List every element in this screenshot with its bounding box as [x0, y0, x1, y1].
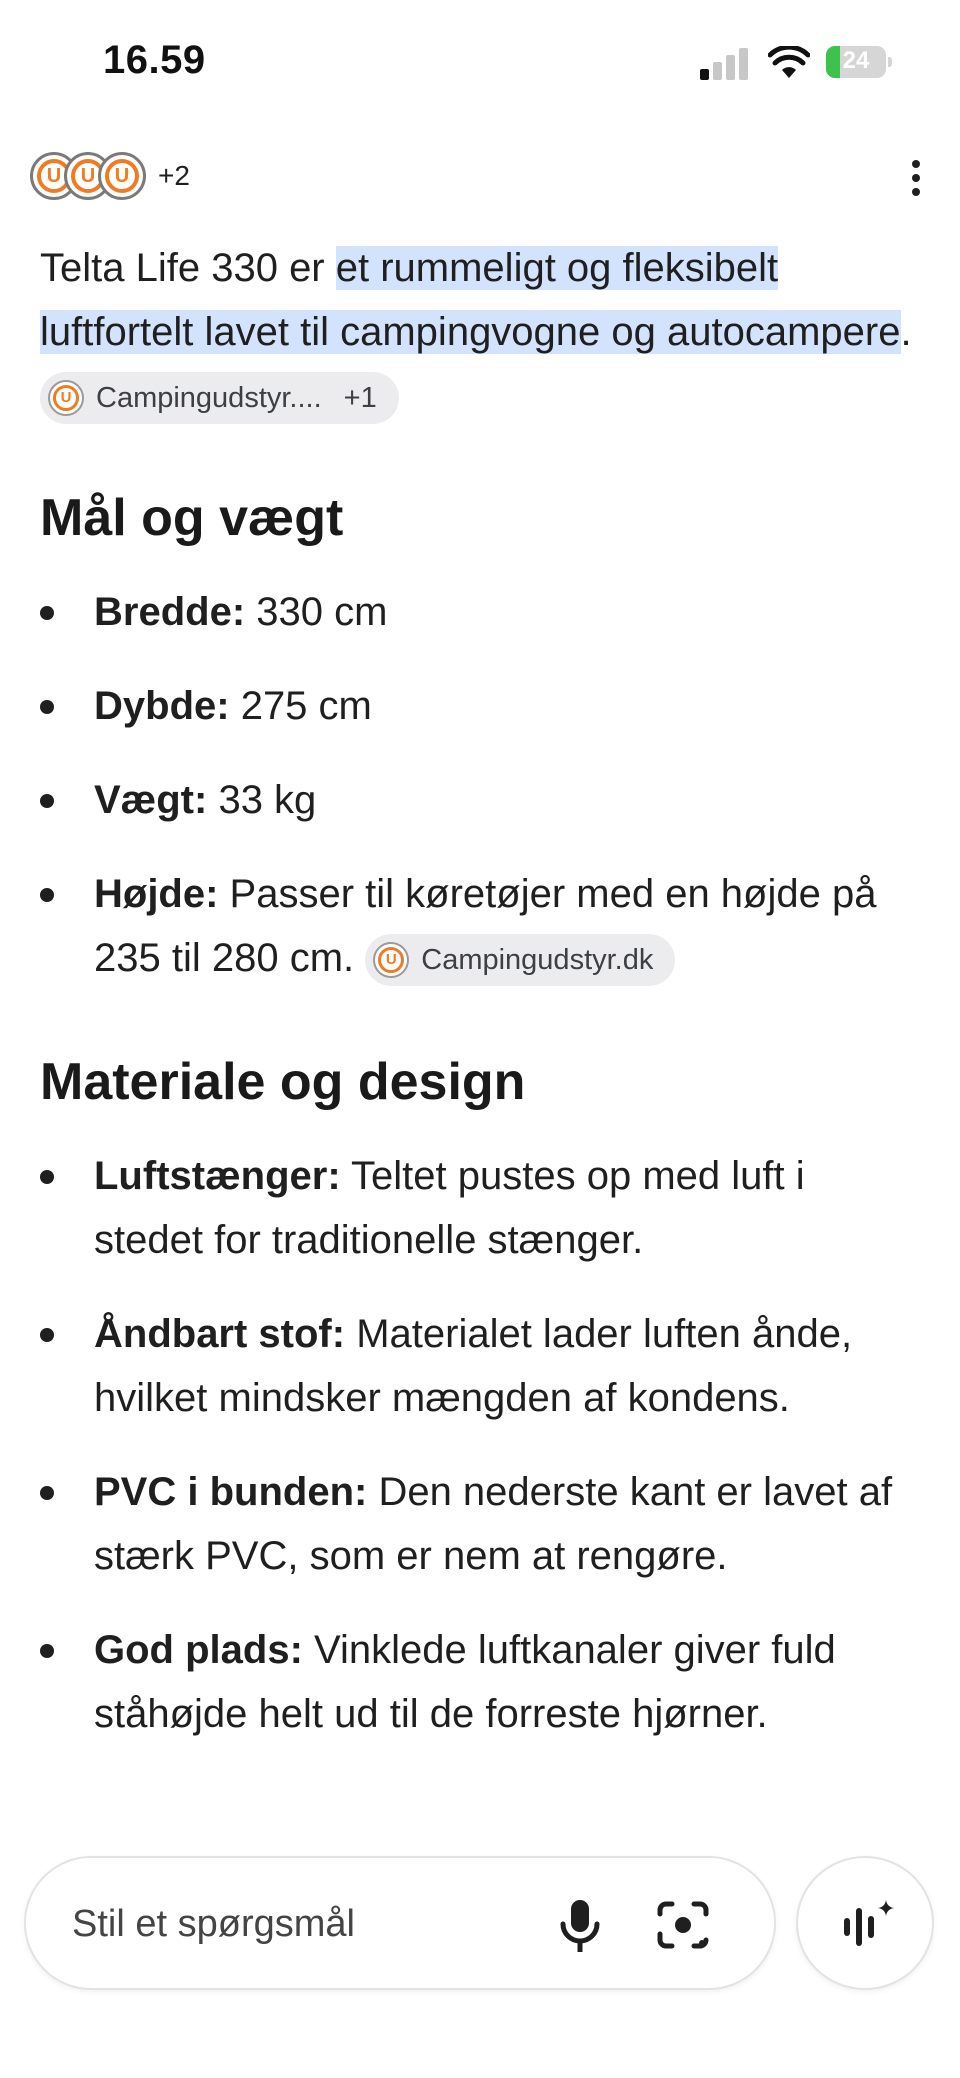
signal-icon [700, 48, 750, 80]
section-heading-material: Materiale og design [40, 1053, 526, 1111]
dimensions-list [40, 580, 920, 990]
source-logo-icon: U [64, 152, 112, 200]
item-text: 330 cm [245, 590, 388, 634]
item-label: Åndbart stof: [94, 1312, 346, 1356]
item-label: Vægt: [94, 778, 208, 822]
status-bar [0, 0, 960, 120]
source-chip[interactable] [365, 934, 675, 986]
mic-icon[interactable] [558, 1898, 602, 1954]
source-logo-icon: U [373, 942, 409, 978]
intro-lead: Telta Life 330 er [40, 246, 336, 290]
scroll-fade [0, 1780, 960, 1860]
source-chip-label: Campingudstyr.dk [421, 944, 654, 977]
source-chip-extra: +1 [343, 382, 377, 415]
gemini-live-icon [840, 1896, 896, 1952]
item-text: Passer til køretøjer med en højde på 235 til 280 cm. [94, 872, 877, 980]
answer-header [30, 148, 930, 208]
list-item [40, 674, 920, 738]
item-text: Materialet lader luften ånde, hvilket mindsker mængden af kondens. [94, 1312, 853, 1420]
list-item [40, 1460, 920, 1588]
item-label: Dybde: [94, 684, 230, 728]
source-chip-label: Campingudstyr.... [96, 382, 322, 415]
item-text: Vinklede luftkanaler giver fuld ståhøjde helt ud til de forreste hjørner. [94, 1628, 836, 1736]
lens-icon[interactable] [656, 1900, 710, 1950]
list-item [40, 768, 920, 832]
item-label: PVC i bunden: [94, 1470, 368, 1514]
item-text: Den nederste kant er lavet af stærk PVC, som er nem at rengøre. [94, 1470, 893, 1578]
list-item [40, 862, 920, 990]
source-logo-icon: U [48, 380, 84, 416]
ask-input[interactable] [72, 1894, 512, 1954]
item-label: Højde: [94, 872, 219, 916]
battery-icon [826, 46, 892, 78]
item-label: God plads: [94, 1628, 303, 1672]
intro-highlight: et rummeligt og fleksibelt luftfortelt lavet til campingvogne og autocampere [40, 246, 901, 354]
list-item [40, 1302, 920, 1430]
battery-percent: 24 [842, 47, 870, 74]
material-list [40, 1144, 920, 1746]
more-vert-icon[interactable] [906, 158, 926, 198]
item-text: Teltet pustes op med luft i stedet for traditionelle stænger. [94, 1154, 805, 1262]
gemini-live-button[interactable] [796, 1856, 934, 1990]
source-chip[interactable] [40, 372, 399, 424]
section-heading-dimensions: Mål og vægt [40, 489, 344, 547]
intro-end: . [900, 310, 912, 354]
answer-content [40, 236, 920, 1746]
intro-paragraph [40, 236, 920, 428]
more-sources-count: +2 [158, 160, 190, 191]
ask-box[interactable] [24, 1856, 776, 1990]
source-logo-icon: U [30, 152, 78, 200]
item-text: 33 kg [207, 778, 317, 822]
item-label: Luftstænger: [94, 1154, 341, 1198]
item-text: 275 cm [229, 684, 372, 728]
wifi-icon [768, 46, 810, 80]
list-item [40, 1618, 920, 1746]
list-item [40, 580, 920, 644]
item-label: Bredde: [94, 590, 246, 634]
status-time: 16.59 [103, 38, 206, 82]
source-logo-icon: U [98, 152, 146, 200]
list-item [40, 1144, 920, 1272]
